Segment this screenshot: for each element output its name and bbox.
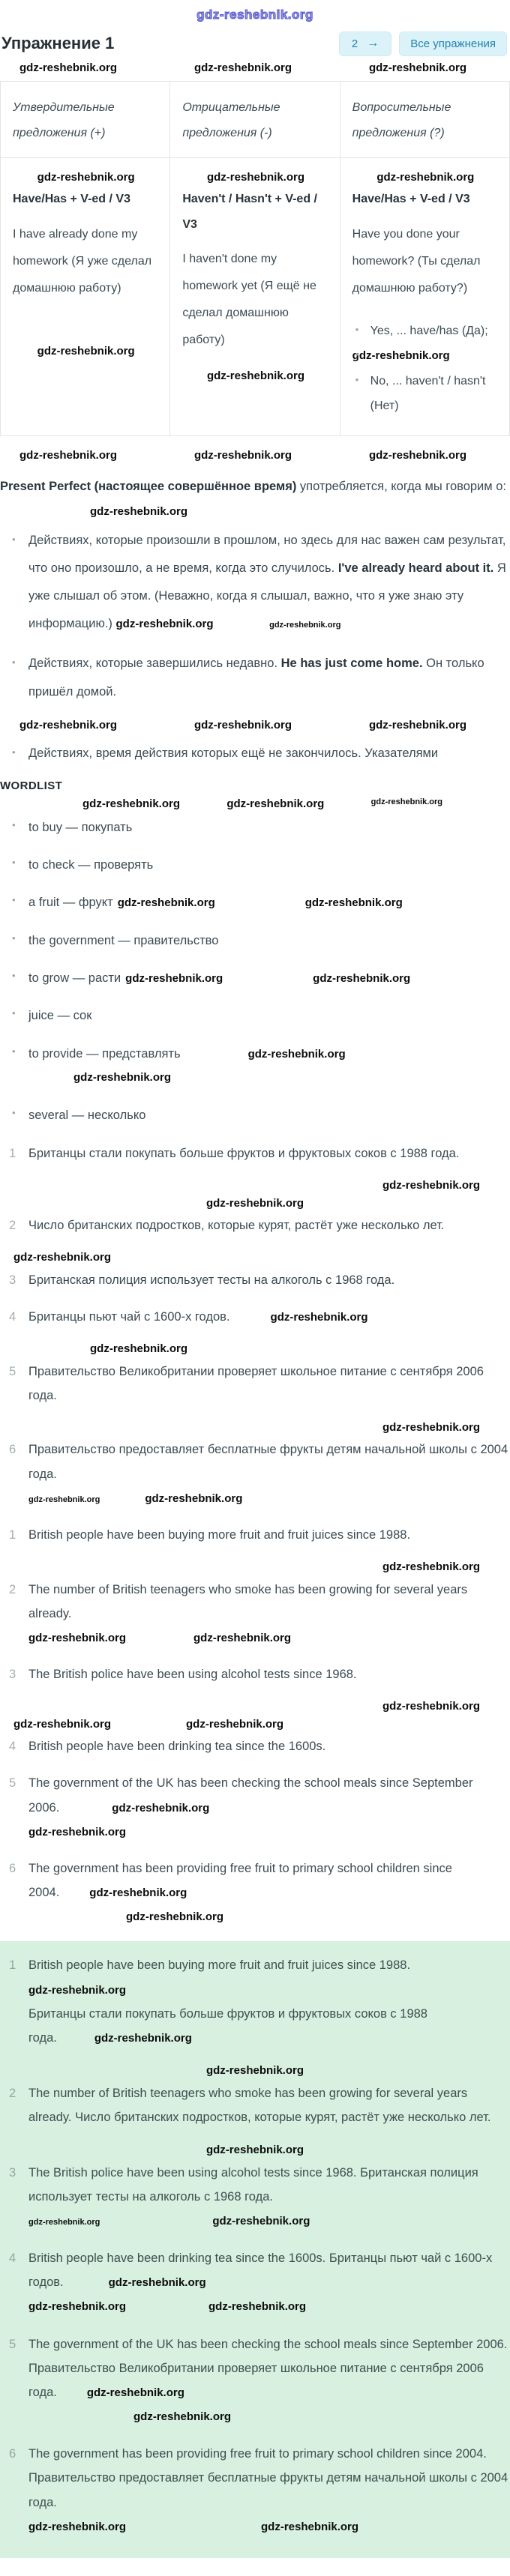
watermark: gdz-reshebnik.org [94,2031,192,2045]
short-answer-yes: • Yes, ... have/has (Да); [352,319,499,344]
watermark: gdz-reshebnik.org [125,972,224,986]
watermark-row [0,448,510,463]
task-text: British people have been drinking tea since the 1600s. [28,1740,326,1754]
word: to check — проверять [28,858,154,872]
grammar-table-header-row [1,82,510,158]
arrow-right-icon: → [367,37,380,49]
col-interrogative-header: Вопросительные предложения (?) [340,82,509,158]
watermark: gdz-reshebnik.org [20,448,118,462]
watermark: gdz-reshebnik.org [370,797,442,807]
task-number: 2 [9,1219,16,1233]
watermark-line [0,1699,510,1714]
watermark: gdz-reshebnik.org [82,797,181,811]
watermark: gdz-reshebnik.org [368,448,466,462]
watermark: gdz-reshebnik.org [186,1717,284,1731]
exercise-nav [339,31,507,56]
watermark: gdz-reshebnik.org [226,797,325,811]
watermark-line [0,1342,510,1357]
task-item-ru [0,1305,510,1329]
next-exercise-button[interactable] [339,31,392,56]
watermark: gdz-reshebnik.org [20,61,118,74]
col-negative-cell [170,158,340,435]
watermark: gdz-reshebnik.org [206,1196,304,1210]
word: to provide — представлять [28,1046,181,1061]
bullet-text: Он только пришёл домой. [28,657,484,699]
watermark: gdz-reshebnik.org [382,1700,480,1713]
answer-number: 4 [9,2251,16,2266]
page-title: Упражнение 1 [2,34,115,53]
watermark: gdz-reshebnik.org [376,171,475,184]
wordlist-item [0,1043,510,1090]
task-item-ru [0,1268,510,1292]
watermark: gdz-reshebnik.org [74,1071,172,1085]
short-answers-list [352,319,499,419]
watermark-row [0,61,510,76]
watermark-line [0,1196,510,1211]
watermark: gdz-reshebnik.org [116,618,214,631]
answer-en: The government of the UK has been checking the school meals since September 2006. [28,2337,508,2351]
watermark: gdz-reshebnik.org [270,1310,368,1324]
watermark: gdz-reshebnik.org [28,2300,127,2314]
task-item-en [0,1771,510,1844]
wordlist-item [0,816,510,839]
answer-item [0,1953,510,2050]
word: to grow — расти [28,971,122,986]
task-number: 6 [9,1443,16,1457]
task-item-en [0,1578,510,1650]
bullet-example: I've already heard about it. [338,561,494,576]
answer-item [0,2332,510,2429]
task-item-en [0,1523,510,1547]
answer-number: 2 [9,2086,16,2100]
watermark-line [0,2143,510,2158]
watermark: gdz-reshebnik.org [145,1491,243,1505]
watermark-line [0,1717,510,1732]
watermark-row [0,718,510,733]
task-text: Правительство Великобритании проверяет школьное питание с сентября 2006 года. [28,1364,484,1402]
col-interrogative-cell [340,158,509,435]
present-perfect-term: Present Perfect (настоящее совершённое время) [0,480,297,494]
watermark: gdz-reshebnik.org [269,621,341,630]
wordlist-item [0,1004,510,1028]
task-text: The government of the UK has been checking the school meals since September 2006. [28,1776,473,1815]
task-text: The number of British teenagers who smoke has been growing for several years already. [28,1582,468,1620]
watermark: gdz-reshebnik.org [28,1983,127,1997]
answer-en: The British police have been using alcohol tests since 1968. [28,2165,357,2180]
watermark: gdz-reshebnik.org [382,1560,480,1574]
watermark: gdz-reshebnik.org [206,369,304,383]
watermark: gdz-reshebnik.org [194,1631,292,1644]
watermark: gdz-reshebnik.org [37,171,135,184]
watermark: gdz-reshebnik.org [14,1717,112,1731]
interrogative-example: Have you done your homework? (Ты сделал домашнюю работу?) [352,227,481,295]
bullet-text: Действиях, которые завершились недавно. [28,657,281,671]
tasks-english [0,1523,510,1929]
task-number: 3 [9,1273,16,1287]
next-exercise-number: 2 [351,37,358,50]
watermark: gdz-reshebnik.org [108,2276,206,2290]
header [0,31,510,56]
watermark: gdz-reshebnik.org [117,896,215,910]
answer-number: 3 [9,2165,16,2180]
word: juice — сок [28,1009,92,1023]
task-number: 4 [9,1740,16,1754]
tasks-russian [0,1141,510,1510]
watermark: gdz-reshebnik.org [28,1631,127,1644]
watermark: gdz-reshebnik.org [304,896,403,910]
task-text: The British police have been using alcohol tests since 1968. [28,1668,357,1682]
watermark-line [0,1178,510,1193]
watermark: gdz-reshebnik.org [28,2217,100,2227]
task-number: 1 [9,1527,16,1542]
answer-item [0,2161,510,2233]
watermark: gdz-reshebnik.org [194,61,292,74]
watermark: gdz-reshebnik.org [86,2386,184,2399]
task-text: Британцы стали покупать больше фруктов и фруктовых соков с 1988 года. [28,1146,460,1160]
wordlist-item [0,929,510,953]
answer-en: British people have been buying more fruit and fruit juices since 1988. [28,1958,411,1973]
present-perfect-intro [0,473,510,501]
theory-bullet [0,650,510,705]
watermark: gdz-reshebnik.org [28,2520,127,2533]
task-text: Британцы пьют чай с 1600-х годов. [28,1309,230,1324]
theory-bullets [0,527,510,767]
watermark: gdz-reshebnik.org [20,718,118,732]
watermark: gdz-reshebnik.org [89,1886,188,1900]
wordlist [0,816,510,1127]
bullet-example: He has just come home. [280,657,423,671]
watermark: gdz-reshebnik.org [352,349,450,363]
task-number: 3 [9,1668,16,1682]
wordlist-item [0,1104,510,1127]
answer-item [0,2081,510,2129]
watermark-line [0,504,510,519]
site-watermark: gdz-reshebnik.org [196,7,314,22]
watermark: gdz-reshebnik.org [112,1801,210,1815]
intro-rest: употребляется, когда мы говорим о: [296,480,506,494]
word: the government — правительство [28,933,219,947]
task-item-ru [0,1438,510,1510]
task-item-ru [0,1141,510,1165]
all-exercises-button[interactable]: Все упражнения [399,31,507,56]
affirmative-formula: Have/Has + V-ed / V3 [13,192,130,205]
col-affirmative-cell [1,158,170,435]
watermark-line [0,1420,510,1435]
answer-number: 6 [9,2447,16,2461]
watermark: gdz-reshebnik.org [126,1910,224,1924]
answer-ru: Число британских подростков, которые курят, растёт уже несколько лет. [75,2110,491,2124]
watermark-line [0,2063,510,2078]
word: a fruit — фрукт [28,896,113,910]
task-text: The government has been providing free fruit to primary school children since 2004. [28,1861,452,1900]
answer-item [0,2442,510,2539]
grammar-table [0,81,510,436]
theory-bullet [0,740,510,767]
watermark: gdz-reshebnik.org [248,1047,346,1061]
theory-bullet [0,527,510,639]
word: several — несколько [28,1108,146,1122]
task-number: 1 [9,1146,16,1160]
answer-ru: Британцы пьют чай с 1600-х годов. [28,2251,493,2290]
answer-item [0,2246,510,2319]
task-number: 4 [9,1309,16,1324]
answer-ru: Британцы стали покупать больше фруктов и фруктовых соков с 1988 года. [28,2006,428,2045]
answer-ru: Правительство Великобритании проверяет школьное питание с сентября 2006 года. [28,2361,484,2399]
bullet-text: Действиях, которые произошли в прошлом, но здесь для нас важен сам результат, что оно произошло, а не время, когда это случилось. [28,533,506,576]
watermark: gdz-reshebnik.org [368,61,466,74]
watermark: gdz-reshebnik.org [90,1342,188,1356]
watermark-row [0,797,510,812]
watermark: gdz-reshebnik.org [194,718,292,732]
wordlist-item [0,891,510,914]
task-text: Британская полиция использует тесты на алкоголь с 1968 года. [28,1273,395,1287]
answers-section [0,1941,510,2557]
task-text: Число британских подростков, которые курят, растёт уже несколько лет. [28,1219,445,1233]
negative-formula: Haven't / Hasn't + V-ed / V3 [182,192,317,231]
watermark: gdz-reshebnik.org [382,1420,480,1434]
negative-example: I haven't done my homework yet (Я ещё не сделал домашнюю работу) [182,253,316,347]
watermark: gdz-reshebnik.org [368,718,466,732]
affirmative-example: I have already done my homework (Я уже сделал домашнюю работу) [13,227,152,295]
wordlist-item [0,967,510,990]
task-number: 5 [9,1364,16,1378]
watermark: gdz-reshebnik.org [212,2214,310,2227]
watermark: gdz-reshebnik.org [194,448,292,462]
answer-number: 1 [9,1958,16,1973]
watermark: gdz-reshebnik.org [261,2520,359,2533]
task-item-en [0,1662,510,1686]
watermark: gdz-reshebnik.org [206,2064,304,2078]
task-item-en [0,1856,510,1929]
watermark-line [0,1250,510,1265]
watermark: gdz-reshebnik.org [313,972,411,986]
watermark: gdz-reshebnik.org [134,2410,232,2424]
col-negative-header: Отрицательные предложения (-) [170,82,340,158]
watermark: gdz-reshebnik.org [382,1179,480,1192]
task-text: Правительство предоставляет бесплатные фрукты детям начальной школы с 2004 года. [28,1443,508,1481]
interrogative-formula: Have/Has + V-ed / V3 [352,192,470,205]
task-item-ru [0,1360,510,1408]
bullet-text: Действиях, время действия которых ещё не закончилось. Указателями [28,746,439,761]
watermark: gdz-reshebnik.org [28,1825,127,1839]
answer-ru: Правительство предоставляет бесплатные фрукты детям начальной школы с 2004 года. [28,2471,508,2509]
wordlist-item [0,854,510,877]
watermark: gdz-reshebnik.org [206,2144,304,2156]
watermark-line [0,1560,510,1575]
task-item-en [0,1734,510,1758]
task-number: 5 [9,1776,16,1791]
wordlist-heading: WORDLIST [0,779,63,793]
watermark: gdz-reshebnik.org [206,171,304,184]
col-affirmative-header: Утвердительные предложения (+) [1,82,170,158]
task-number: 2 [9,1582,16,1596]
watermark: gdz-reshebnik.org [90,505,188,519]
grammar-table-body-row [1,158,510,435]
answer-ru: Британская полиция использует тесты на алкоголь с 1968 года. [28,2165,478,2204]
task-item-ru [0,1213,510,1237]
word: to buy — покупать [28,820,133,834]
watermark: gdz-reshebnik.org [28,1494,100,1504]
short-answer-no: • No, ... haven't / hasn't (Нет) [352,369,499,419]
task-text: British people have been buying more fruit and fruit juices since 1988. [28,1527,411,1542]
answer-number: 5 [9,2337,16,2351]
watermark: gdz-reshebnik.org [14,1251,112,1264]
answer-en: The government has been providing free fruit to primary school children since 2004. [28,2447,487,2461]
answer-en: The number of British teenagers who smoke has been growing for several years already. [28,2086,468,2124]
watermark: gdz-reshebnik.org [37,344,135,358]
bullet-text: Я уже слышал об этом. (Неважно, когда я слышал, важно, что я уже знаю эту информацию.) [28,561,506,631]
watermark: gdz-reshebnik.org [208,2300,307,2314]
task-number: 6 [9,1861,16,1875]
answer-en: British people have been drinking tea since the 1600s. [28,2251,326,2266]
